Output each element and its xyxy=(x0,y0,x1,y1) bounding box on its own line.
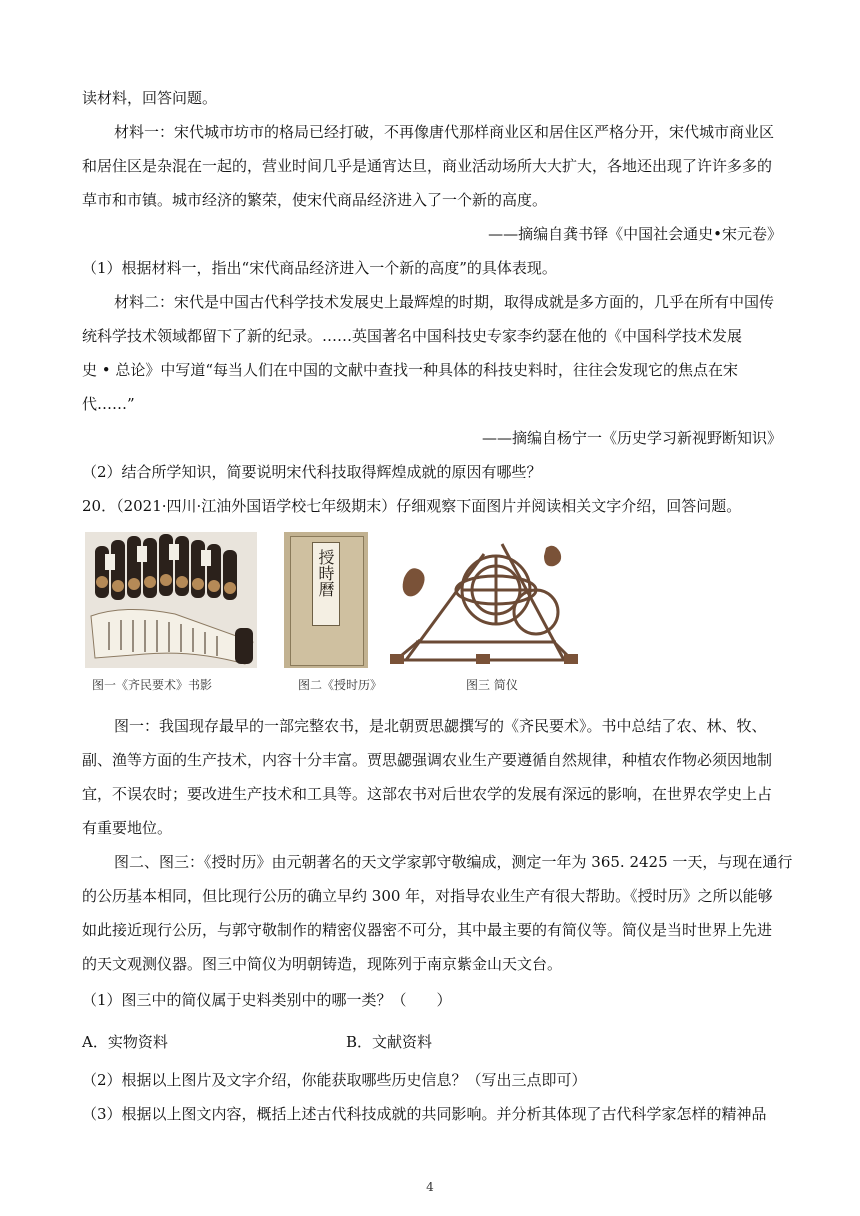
page-number: 4 xyxy=(426,1180,434,1194)
option-b: B．文献资料 xyxy=(346,1033,433,1051)
material-one-line: 材料一：宋代城市坊市的格局已经打破，不再像唐代那样商业区和居住区严格分开，宋代城市商业区 xyxy=(114,123,775,141)
question-2: （2）结合所学知识，简要说明宋代科技取得辉煌成就的原因有哪些？ xyxy=(82,463,542,481)
sub-question-3: （3）根据以上图文内容，概括上述古代科技成就的共同影响。并分析其体现了古代科学家怎样的精神品 xyxy=(82,1105,767,1123)
jianyi-instrument-illustration xyxy=(386,534,582,670)
sub-question-1: （1）图三中的简仪属于史料类别中的哪一类？（ ） xyxy=(82,991,452,1009)
figure-1-caption: 图一《齐民要术》书影 xyxy=(92,678,213,692)
intro-line: 读材料，回答问题。 xyxy=(82,89,218,107)
figure-2-caption: 图二《授时历》 xyxy=(298,678,383,692)
material-two-line: 材料二：宋代是中国古代科学技术发展史上最辉煌的时期，取得成就是多方面的，几乎在所有中国传 xyxy=(114,293,775,311)
material-two-line: 统科学技术领域都留下了新的纪录。……英国著名中国科技史专家李约瑟在他的《中国科学技术发展 xyxy=(82,327,743,345)
book-title-label xyxy=(312,542,340,626)
book-title-text: 授時曆 xyxy=(316,549,335,597)
question-1: （1）根据材料一，指出“宋代商品经济进入一个新的高度”的具体表现。 xyxy=(82,259,557,277)
figure-3-caption: 图三 简仪 xyxy=(466,678,518,692)
question-20-heading: 20．（2021·四川·江油外国语学校七年级期末）仔细观察下面图片并阅读相关文字介绍，回答问题。 xyxy=(82,497,742,515)
figure-1-paragraph-line: 有重要地位。 xyxy=(82,819,173,837)
figure-3-image xyxy=(386,534,582,670)
figure-2-3-paragraph-line: 的公历基本相同，但比现行公历的确立早约 300 年，对指导农业生产有很大帮助。《授时历》之所以能够 xyxy=(82,887,773,905)
figure-2-3-paragraph-line: 的天文观测仪器。图三中简仪为明朝铸造，现陈列于南京紫金山天文台。 xyxy=(82,955,563,973)
figure-2-3-paragraph-line: 如此接近现行公历，与郭守敬制作的精密仪器密不可分，其中最主要的有简仪等。简仪是当时世界上先进 xyxy=(82,921,773,939)
material-two-line: 代……” xyxy=(82,395,135,413)
material-one-line: 和居住区是杂混在一起的，营业时间几乎是通宵达旦，商业活动场所大大扩大，各地还出现了许许多多的 xyxy=(82,157,773,175)
option-a: A．实物资料 xyxy=(82,1033,168,1051)
figure-1-paragraph-line: 图一：我国现存最早的一部完整农书，是北朝贾思勰撰写的《齐民要术》。书中总结了农、林、牧、 xyxy=(114,717,767,735)
bamboo-book-illustration xyxy=(85,532,257,668)
figure-1-image xyxy=(85,532,257,668)
material-two-line: 史 • 总论》中写道“每当人们在中国的文献中查找一种具体的科技史料时，往往会发现它的焦点在宋 xyxy=(82,361,739,379)
figure-1-paragraph-line: 副、渔等方面的生产技术，内容十分丰富。贾思勰强调农业生产要遵循自然规律，种植农作物必须因地制 xyxy=(82,751,773,769)
figure-1-paragraph-line: 宜，不误农时；要改进生产技术和工具等。这部农书对后世农学的发展有深远的影响，在世界农学史上占 xyxy=(82,785,773,803)
source-two: ——摘编自杨宁一《历史学习新视野断知识》 xyxy=(481,429,782,447)
figure-2-3-paragraph-line: 图二、图三：《授时历》由元朝著名的天文学家郭守敬编成，测定一年为 365. 2425 一天，与现在通行 xyxy=(114,853,793,871)
sub-question-2: （2）根据以上图片及文字介绍，你能获取哪些历史信息？（写出三点即可） xyxy=(82,1071,587,1089)
material-one-line: 草市和市镇。城市经济的繁荣，使宋代商品经济进入了一个新的高度。 xyxy=(82,191,548,209)
source-one: ——摘编自龚书铎《中国社会通史•宋元卷》 xyxy=(488,225,782,243)
figure-2-image xyxy=(284,532,368,668)
